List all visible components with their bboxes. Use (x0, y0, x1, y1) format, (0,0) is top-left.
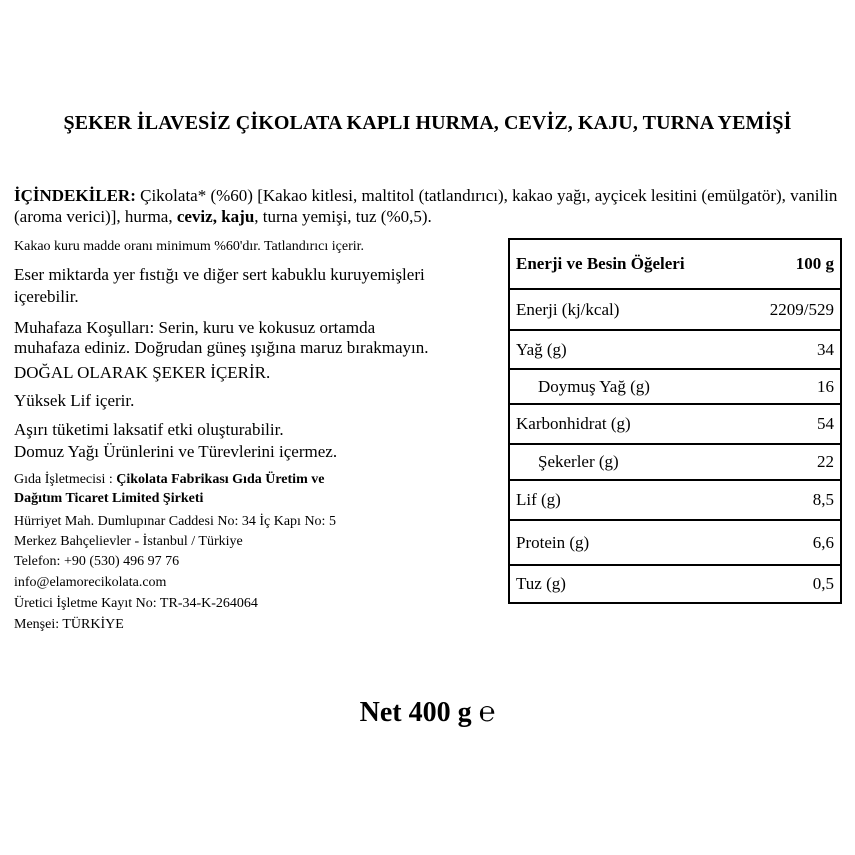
nutrition-label: Lif (g) (509, 480, 742, 520)
nutrition-label: Şekerler (g) (509, 444, 742, 480)
nutrition-value: 6,6 (742, 520, 841, 565)
company-name-1: Çikolata Fabrikası Gıda Üretim ve (116, 472, 325, 487)
nutrition-label: Karbonhidrat (g) (509, 404, 742, 444)
storage-line-2: muhafaza ediniz. Doğrudan güneş ışığına maruz bırakmayın. (14, 338, 429, 357)
allergen-line-2: içerebilir. (14, 287, 79, 306)
company-origin: Menşei: TÜRKİYE (14, 617, 124, 632)
ingredients-text (14, 185, 844, 227)
ingredients-part2: , turna yemişi, tuz (%0,5). (254, 207, 432, 226)
nutrition-value: 22 (742, 444, 841, 480)
company-line-2 (14, 490, 203, 508)
company-address-2: Merkez Bahçelievler - İstanbul / Türkiye (14, 534, 243, 549)
nutrition-row (509, 565, 841, 603)
company-email: info@elamorecikolata.com (14, 575, 167, 590)
nutrition-row (509, 480, 841, 520)
net-weight-text: Net 400 g (359, 697, 472, 728)
nutrition-value: 2209/529 (742, 289, 841, 330)
nutrition-label: Protein (g) (509, 520, 742, 565)
ingredients-part1: Çikolata* (%60) [Kakao kitlesi, maltitol (tatlandırıcı), kakao yağı, ayçicek lesitini (emülgatör), vanilin (aroma verici)], hurma, (14, 186, 838, 226)
ingredient-separator: , (212, 207, 222, 226)
nutrition-value: 8,5 (742, 480, 841, 520)
ingredient-walnut: ceviz (176, 207, 213, 226)
fiber-note: Yüksek Lif içerir. (14, 391, 135, 410)
product-title: ŞEKER İLAVESİZ ÇİKOLATA KAPLI HURMA, CEVİZ, KAJU, TURNA YEMİŞİ (63, 112, 792, 134)
natural-sugar-note: DOĞAL OLARAK ŞEKER İÇERİR. (14, 363, 271, 382)
nutrition-value: 0,5 (742, 565, 841, 603)
laxative-note: Aşırı tüketimi laksatif etki oluşturabilir. (14, 420, 284, 439)
pork-note: Domuz Yağı Ürünlerini ve Türevlerini içermez. (14, 442, 338, 461)
company-phone: Telefon: +90 (530) 496 97 76 (14, 554, 180, 569)
company-label: Gıda İşletmecisi : (14, 472, 117, 487)
nutrition-value: 16 (742, 369, 841, 404)
ingredients-label: İÇİNDEKİLER: (14, 186, 136, 205)
nutrition-label: Enerji (kj/kcal) (509, 289, 742, 330)
cocoa-note: Kakao kuru madde oranı minimum %60'dır. Tatlandırıcı içerir. (14, 239, 365, 254)
net-weight (0, 697, 855, 729)
nutrition-label: Tuz (g) (509, 565, 742, 603)
nutrition-value: 54 (742, 404, 841, 444)
nutrition-table (508, 238, 842, 604)
company-name-2: Dağıtım Ticaret Limited Şirketi (14, 491, 204, 506)
company-line-1 (14, 471, 324, 489)
nutrition-row (509, 444, 841, 480)
estimated-sign-icon: ℮ (478, 697, 496, 728)
nutrition-row (509, 330, 841, 369)
nutrition-label: Yağ (g) (509, 330, 742, 369)
nutrition-label: Doymuş Yağ (g) (509, 369, 742, 404)
nutrition-header-value: 100 g (742, 239, 841, 289)
company-registration: Üretici İşletme Kayıt No: TR-34-K-264064 (14, 596, 258, 611)
nutrition-value: 34 (742, 330, 841, 369)
allergen-line-1: Eser miktarda yer fıstığı ve diğer sert kabuklu kuruyemişleri (14, 265, 425, 284)
nutrition-row (509, 369, 841, 404)
nutrition-header-label: Enerji ve Besin Öğeleri (509, 239, 742, 289)
company-address-1: Hürriyet Mah. Dumlupınar Caddesi No: 34 İç Kapı No: 5 (14, 514, 336, 529)
nutrition-header-row (509, 239, 841, 289)
nutrition-row (509, 404, 841, 444)
storage-line-1: Muhafaza Koşulları: Serin, kuru ve kokusuz ortamda (14, 318, 376, 337)
nutrition-row (509, 289, 841, 330)
ingredient-cashew: kaju (221, 207, 255, 226)
nutrition-row (509, 520, 841, 565)
